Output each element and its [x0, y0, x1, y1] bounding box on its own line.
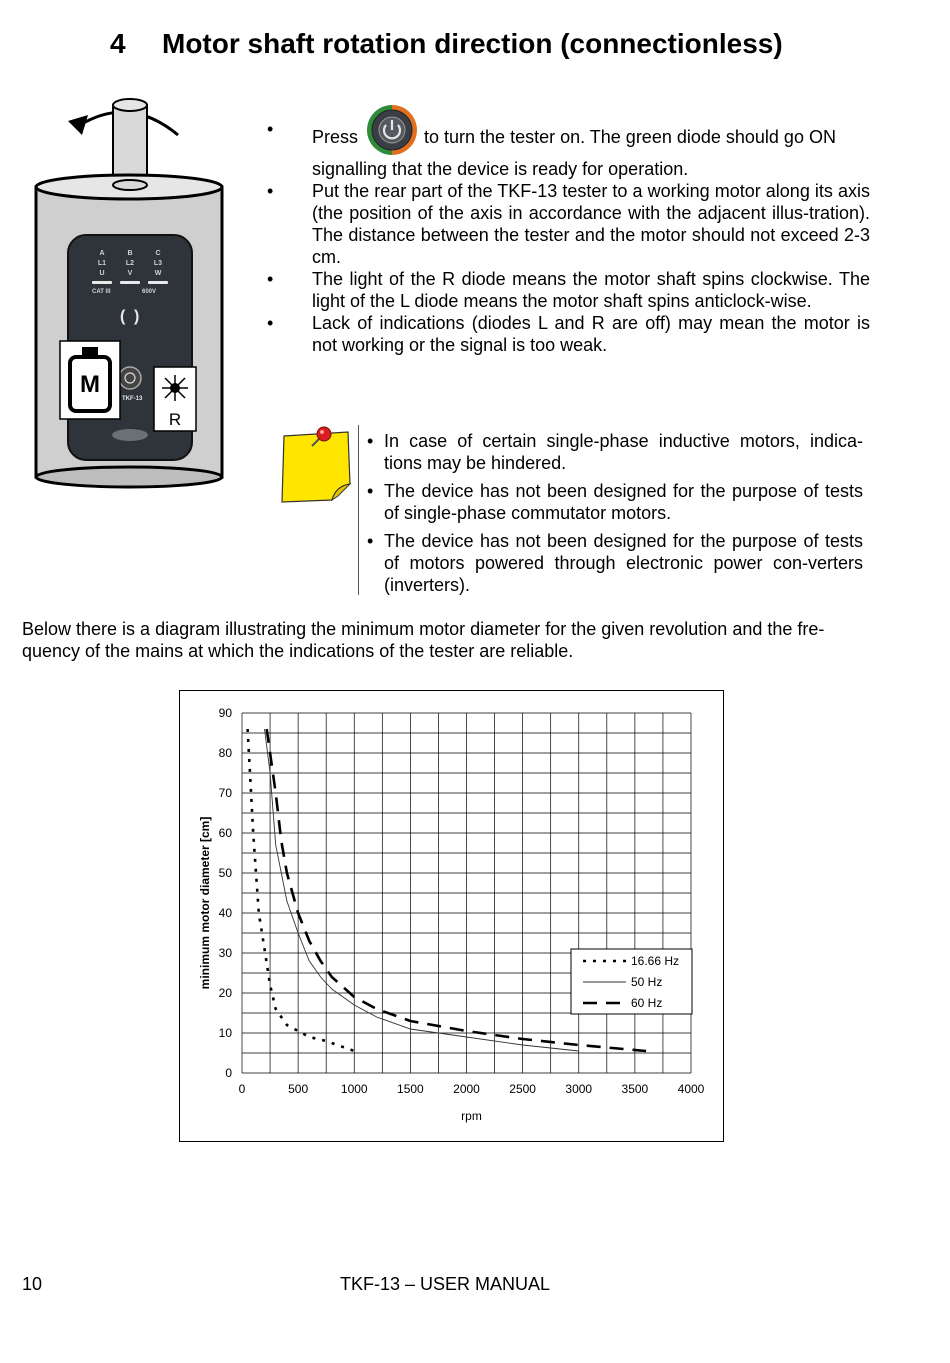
series-line-solid: [265, 729, 579, 1051]
x-tick-label: 1500: [397, 1082, 424, 1096]
instruction-text: Lack of indications (diodes L and R are off) may mean the motor is not working or the signal is too weak.: [312, 313, 870, 355]
footer-title: TKF-13 – USER MANUAL: [340, 1274, 551, 1294]
x-tick-label: 500: [288, 1082, 309, 1096]
instruction-diode-meaning: [265, 268, 870, 312]
phase-label-v: V: [127, 270, 133, 277]
legend-label: 16.66 Hz: [631, 954, 680, 968]
phase-label-u: U: [99, 270, 105, 277]
device-power-button: [119, 367, 141, 389]
motor-symbol-label: M: [80, 371, 100, 398]
rotation-arrowhead-icon: [68, 115, 88, 135]
voltage-rating: 600V: [142, 289, 157, 295]
bullet-dot: •: [267, 119, 274, 139]
y-axis-label: minimum motor diameter [cm]: [198, 816, 212, 990]
x-tick-label: 4000: [677, 1082, 705, 1096]
note-item: [359, 530, 863, 596]
x-axis-label: rpm: [461, 1109, 482, 1123]
bullet-dot: •: [267, 269, 274, 289]
motor-shaft: [113, 105, 147, 185]
note-item: [359, 480, 863, 524]
bullet-dot: •: [367, 531, 374, 551]
y-tick-label: 0: [225, 1066, 232, 1080]
note-text: The device has not been designed for the purpose of tests of single-phase commutator motors.: [384, 481, 863, 523]
x-tick-label: 0: [238, 1082, 246, 1096]
device-model-label: TKF-13: [122, 396, 143, 402]
press-continuation: signalling that the device is ready for operation.: [312, 159, 689, 179]
instruction-no-indication: [265, 312, 870, 356]
phase-label-a: A: [99, 250, 105, 257]
press-suffix: to turn the tester on. The green diode should go ON: [424, 127, 836, 147]
svg-text:(: (: [120, 308, 126, 325]
y-tick-label: 90: [218, 706, 232, 720]
y-tick-label: 50: [218, 866, 232, 880]
y-tick-label: 60: [218, 826, 232, 840]
instruction-text: The light of the R diode means the motor shaft spins clockwise. The light of the L diode means the motor shaft spins anticlock-wise.: [312, 269, 870, 311]
note-text: The device has not been designed for the purpose of tests of motors powered through electronic power con-verters (inverters).: [384, 531, 863, 595]
warning-note: [358, 425, 863, 595]
x-tick-label: 1000: [340, 1082, 368, 1096]
instruction-position-tester: [265, 180, 870, 268]
legend-label: 50 Hz: [631, 975, 663, 989]
y-tick-label: 20: [218, 986, 232, 1000]
section-title: Motor shaft rotation direction (connectionless): [162, 28, 783, 59]
y-tick-label: 80: [218, 746, 232, 760]
x-tick-label: 2500: [509, 1082, 536, 1096]
note-text: In case of certain single-phase inductive motors, indica-tions may be hindered.: [384, 431, 863, 473]
x-tick-label: 3500: [621, 1082, 649, 1096]
sticky-note-icon: [276, 424, 356, 506]
svg-text:): ): [134, 308, 140, 325]
series-line-dotted: [248, 729, 355, 1051]
motor-tester-illustration: [30, 95, 230, 495]
instruction-text: Put the rear part of the TKF-13 tester to a working motor along its axis (the position of the axis in accordance with the adjacent illus-tration). The distance between the tester and the motor should not exceed 2-3 cm.: [312, 181, 870, 267]
chart-frame: [179, 690, 724, 1142]
instruction-press-power: [265, 118, 870, 180]
phase-label-c: C: [155, 250, 161, 257]
cat-rating: CAT III: [92, 289, 111, 295]
press-prefix: Press: [312, 127, 359, 147]
page-number: 10: [22, 1274, 43, 1294]
y-tick-label: 10: [218, 1026, 232, 1040]
legend-label: 60 Hz: [631, 996, 663, 1010]
bullet-dot: •: [267, 313, 274, 333]
section-number: 4: [110, 28, 126, 59]
instruction-list: [265, 118, 870, 356]
phase-label-l1: L1: [97, 260, 107, 267]
bullet-dot: •: [367, 481, 374, 501]
phase-label-b: B: [127, 250, 133, 257]
phase-label-w: W: [154, 270, 162, 277]
y-tick-label: 30: [218, 946, 232, 960]
power-button-icon: [364, 102, 420, 158]
x-tick-label: 3000: [565, 1082, 593, 1096]
phase-label-l3: L3: [153, 260, 163, 267]
section-heading: [110, 28, 783, 60]
bullet-dot: •: [267, 181, 274, 201]
y-tick-label: 40: [218, 906, 232, 920]
r-diode-label: R: [168, 410, 182, 429]
note-item: [359, 430, 863, 474]
phase-label-l2: L2: [125, 260, 135, 267]
x-tick-label: 2000: [453, 1082, 480, 1096]
diameter-vs-rpm-chart: [180, 691, 723, 1141]
diagram-intro-paragraph: Below there is a diagram illustrating the minimum motor diameter for the given revolution and the fre-quency of the mains at which the indications of the tester are reliable.: [22, 619, 825, 661]
bullet-dot: •: [367, 431, 374, 451]
y-tick-label: 70: [218, 786, 232, 800]
